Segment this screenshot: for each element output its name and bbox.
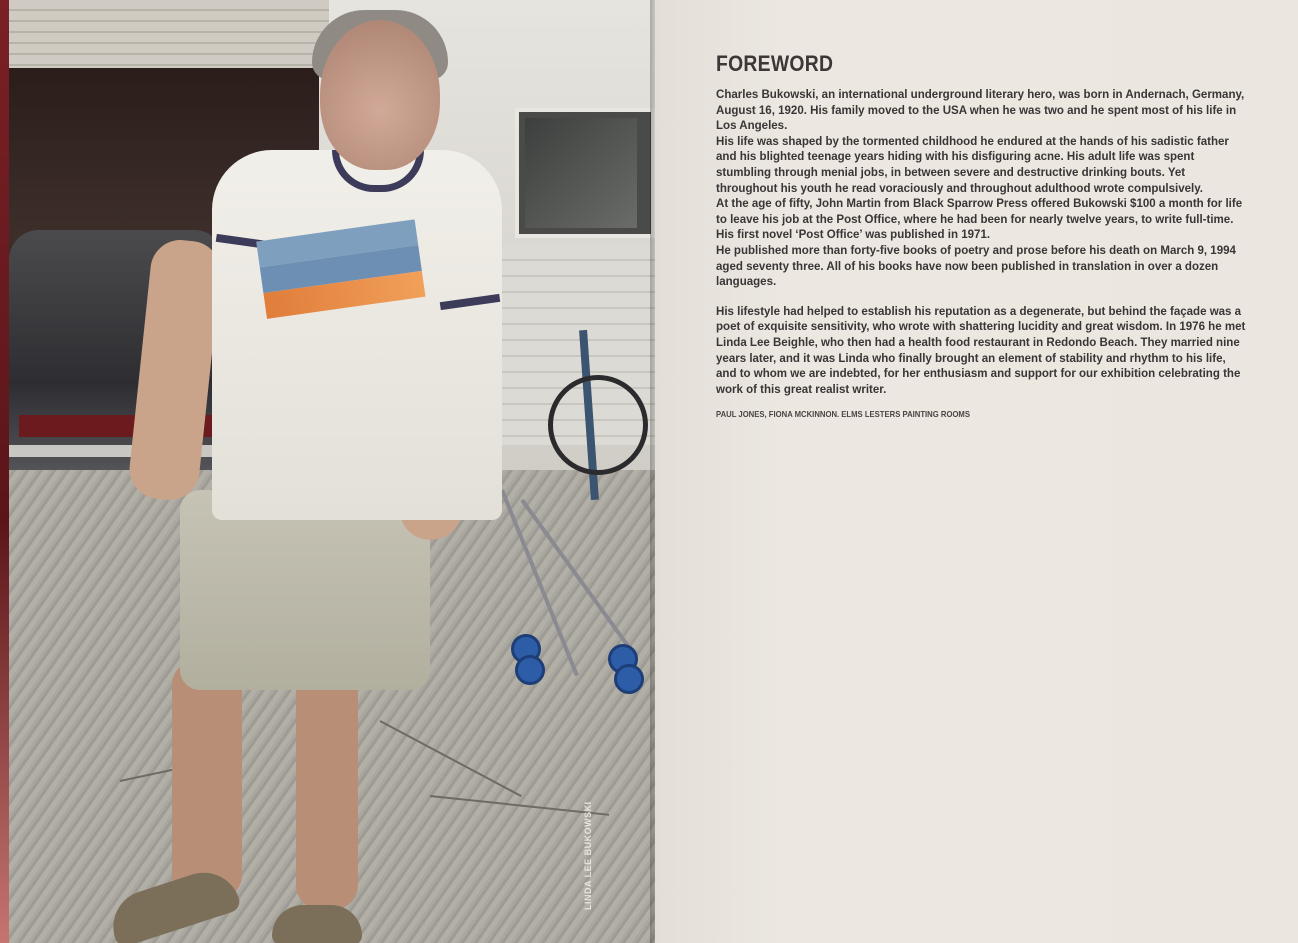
- man-head: [320, 20, 440, 170]
- foreword-paragraph: Charles Bukowski, an international underground literary hero, was born in Andernach, Germany, August 16, 1920. His family moved to the USA when he was two and he spent most of his life in Los Angeles.: [716, 87, 1245, 133]
- foreword-signature: PAUL JONES, FIONA MCKINNON. ELMS LESTERS PAINTING ROOMS: [716, 409, 970, 420]
- bicycle-wheel: [548, 375, 648, 475]
- man-shorts: [180, 490, 430, 690]
- man-shoe: [272, 905, 362, 943]
- stroller-wheel: [614, 664, 644, 694]
- foreword-paragraph: He published more than forty-five books of poetry and prose before his death on March 9, 1994 aged seventy three. All of his books have now been published in translation in over a dozen languages.: [716, 242, 1236, 289]
- man-tshirt: [212, 150, 502, 520]
- foreword-paragraph: His lifestyle had helped to establish his reputation as a degenerate, but behind the façade was a poet of exquisite sensitivity, who wrote with shattering lucidity and great wisdom. In 1976 he met Linda Lee Beighle, who then had a health food restaurant in Redondo Beach. They married nine years later, and it was Linda who finally brought an element of stability and rhythm to his life, and to whom we are indebted, for her enthusiasm and support for our exhibition celebrating the work of this great realist writer.: [716, 303, 1246, 396]
- house-window: [515, 108, 655, 238]
- photo-credit: LINDA LEE BUKOWSKI: [583, 801, 593, 910]
- page-edge: [0, 0, 9, 943]
- foreword-paragraph: His life was shaped by the tormented childhood he endured at the hands of his sadistic father and his blighted teenage years hiding with his disfiguring acne. His adult life was spent stumbling through menial jobs, in between severe and destructive drinking bouts. Yet throughout his youth he read voraciously and throughout adulthood wrote compulsively.: [716, 133, 1229, 195]
- stroller-wheel: [515, 655, 545, 685]
- foreword-paragraph: At the age of fifty, John Martin from Black Sparrow Press offered Bukowski $100 a month for life to leave his job at the Post Office, where he had been for nearly twelve years, to write full-time. His first novel ‘Post Office’ was published in 1971.: [716, 196, 1243, 242]
- text-page: [655, 0, 1298, 943]
- man-leg: [172, 660, 242, 900]
- man-leg: [296, 660, 358, 910]
- foreword-title: FOREWORD: [716, 51, 834, 76]
- garage-roof: [9, 0, 329, 70]
- tshirt-print: [256, 219, 428, 335]
- foreword-section: [716, 51, 1246, 419]
